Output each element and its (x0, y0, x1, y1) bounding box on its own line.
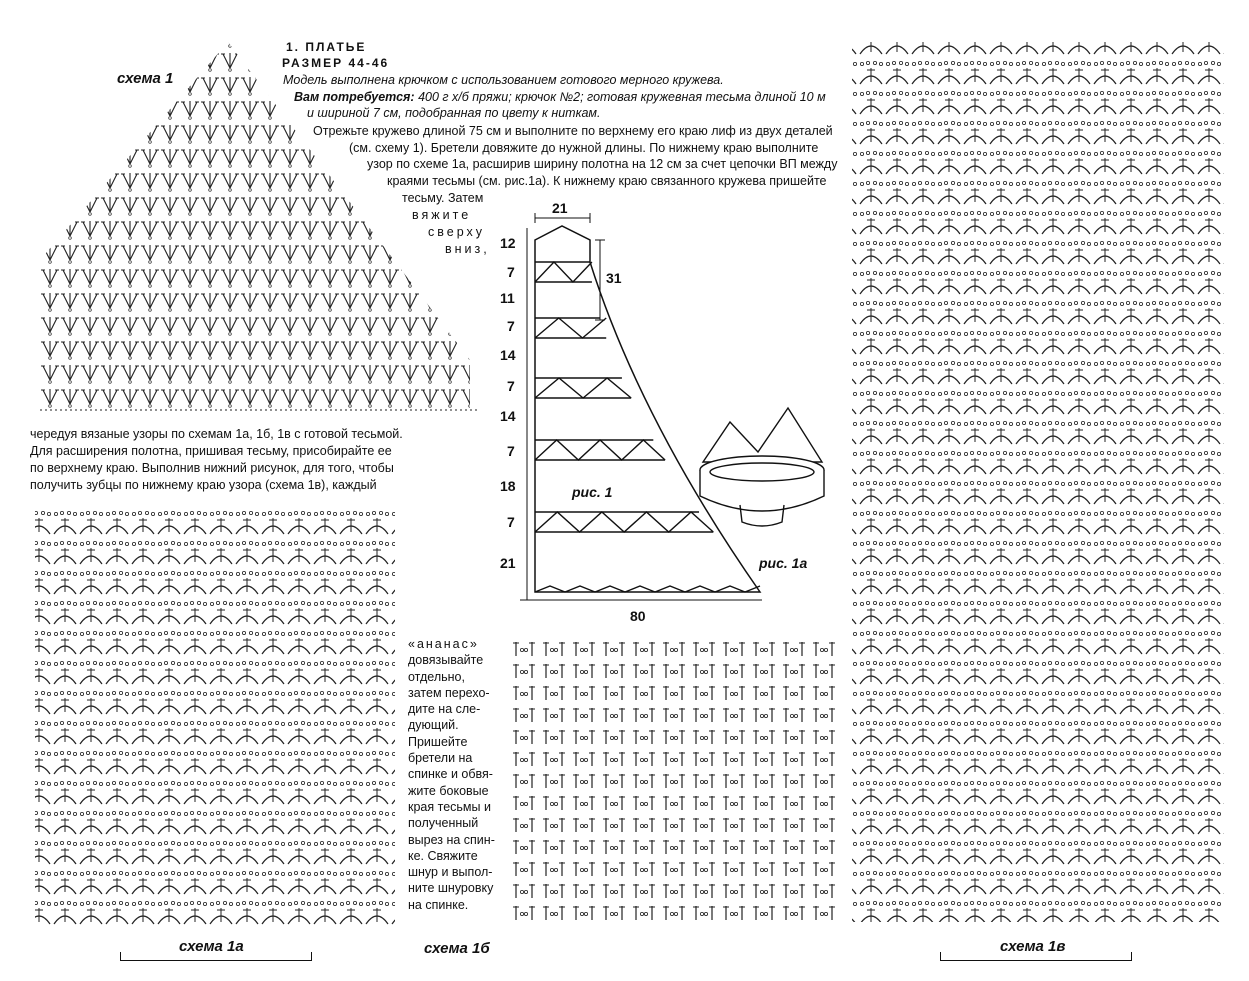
side-text-line: спинке и обвя- (408, 767, 493, 782)
side-text-line: дите на сле- (408, 702, 481, 717)
side-text-line: ните шнуровку (408, 881, 494, 896)
schema-1b-chart (512, 638, 837, 928)
dim-left-10: 21 (500, 555, 516, 571)
fig-1a-label: рис. 1а (759, 555, 808, 571)
schema-1v-chart (852, 42, 1224, 922)
side-text-line: шнур и выпол- (408, 865, 493, 880)
side-text (408, 636, 500, 913)
dim-left-9: 7 (507, 514, 515, 530)
schema-1b-label: схема 1б (424, 940, 490, 957)
fig-1-diagram (520, 213, 762, 600)
needs-label: Вам потребуется: (294, 90, 415, 104)
side-text-line: края тесьмы и (408, 799, 491, 814)
text-mid-line-3: по верхнему краю. Выполнив нижний рисунок, для того, чтобы (30, 461, 394, 475)
side-text-line: Пришейте (408, 734, 468, 749)
side-text-line: дующий. (408, 718, 459, 733)
dim-left-7: 7 (507, 443, 515, 459)
needs-line1 (294, 90, 826, 106)
pattern-title: 1. ПЛАТЬЕ (286, 40, 367, 54)
needs-line2: и шириной 7 см, подобранная по цвету к ниткам. (307, 106, 601, 120)
model-text: Модель выполнена крючком с использованием готового мерного кружева. (283, 73, 724, 87)
para-line-1: Отрежьте кружево длиной 75 см и выполните по верхнему его краю лиф из двух деталей (313, 124, 833, 138)
needs-text-1: 400 г х/б пряжи; крючок №2; готовая кружевная тесьма длиной 10 м (418, 90, 826, 104)
side-text-line: «ананас» (408, 637, 479, 651)
side-text-line: довязывайте (408, 653, 484, 668)
side-text-line: ке. Свяжите (408, 848, 478, 863)
para-line-8: вниз, (445, 242, 490, 256)
schema-1a-chart (35, 510, 395, 928)
dim-left-8: 18 (500, 478, 516, 494)
para-line-5: тесьму. Затем (402, 191, 484, 205)
dim-left-1: 7 (507, 264, 515, 280)
dim-bottom-width: 80 (630, 608, 646, 624)
side-text-line: отдельно, (408, 669, 465, 684)
dim-left-6: 14 (500, 408, 516, 424)
para-line-4: краями тесьмы (см. рис.1а). К нижнему краю связанного кружева пришейте (387, 174, 827, 188)
para-line-3: узор по схеме 1а, расширив ширину полотна на 12 см за счет цепочки ВП между (367, 157, 838, 171)
fig-1a-diagram (700, 408, 824, 526)
text-mid-line-1: чередуя вязаные узоры по схемам 1а, 1б, 1в с готовой тесьмой. (30, 427, 403, 441)
schema-1a-label: схема 1а (173, 938, 250, 955)
dim-left-3: 7 (507, 318, 515, 334)
text-mid-line-2: Для расширения полотна, пришивая тесьму, присобирайте ее (30, 444, 392, 458)
pattern-size: РАЗМЕР 44-46 (282, 56, 390, 70)
side-text-line: полученный (408, 816, 479, 831)
schema-1v-label: схема 1в (994, 938, 1071, 955)
fig-1-label: рис. 1 (572, 484, 613, 500)
dim-left-0: 12 (500, 235, 516, 251)
dim-left-2: 11 (500, 290, 515, 306)
side-text-line: на спинке. (408, 897, 469, 912)
side-text-line: вырез на спин- (408, 832, 495, 847)
side-text-line: жите боковые (408, 783, 489, 798)
para-line-2: (см. схему 1). Бретели довяжите до нужной длины. По нижнему краю выполните (349, 141, 819, 155)
side-text-line: бретели на (408, 751, 473, 766)
dim-left-4: 14 (500, 347, 516, 363)
dim-top-width: 21 (552, 200, 568, 216)
dim-height-31: 31 (606, 270, 622, 286)
schema-1-label: схема 1 (117, 70, 174, 87)
para-line-7: сверху (428, 225, 486, 239)
dim-left-5: 7 (507, 378, 515, 394)
para-line-6: вяжите (412, 208, 472, 222)
text-mid-line-4: получить зубцы по нижнему краю узора (схема 1в), каждый (30, 478, 377, 492)
side-text-line: затем перехо- (408, 685, 490, 700)
